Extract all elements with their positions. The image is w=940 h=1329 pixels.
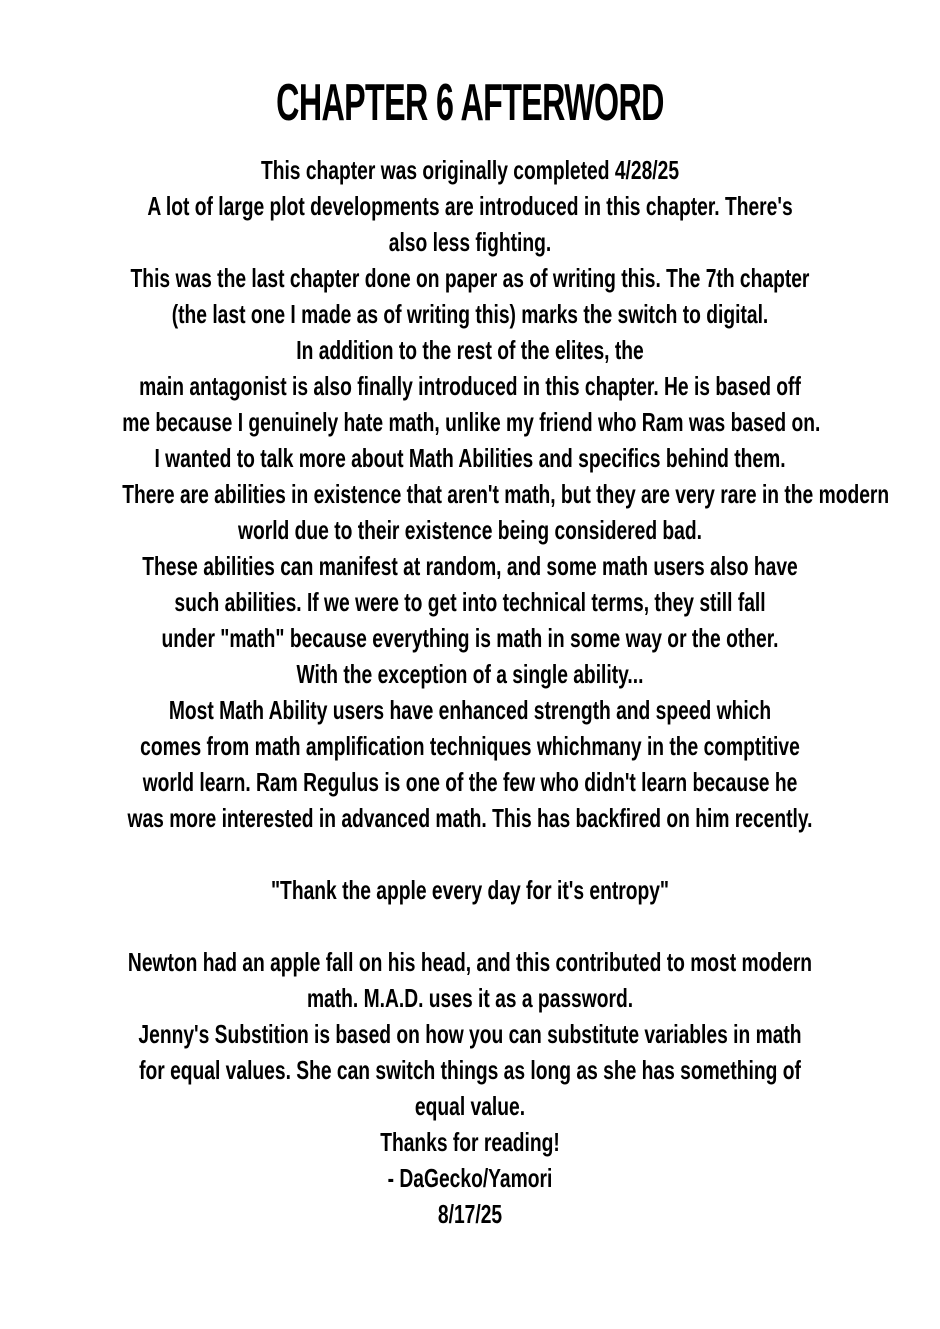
text-line: There are abilities in existence that aren't math, but they are very rare in the modern bbox=[122, 479, 890, 509]
text-line: These abilities can manifest at random, and some math users also have bbox=[142, 551, 798, 581]
text-line: A lot of large plot developments are introduced in this chapter. There's bbox=[147, 191, 793, 221]
text-line: world due to their existence being considered bad. bbox=[237, 515, 702, 545]
text-line: Newton had an apple fall on his head, and this contributed to most modern bbox=[127, 947, 813, 977]
text-line: comes from math amplification techniques whichmany in the comptitive bbox=[140, 731, 800, 761]
text-line: In addition to the rest of the elites, the bbox=[296, 335, 644, 365]
thanks-line: Thanks for reading! bbox=[380, 1127, 560, 1157]
text-line: for equal values. She can switch things as long as she has something of bbox=[139, 1055, 801, 1085]
text-line: This was the last chapter done on paper as of writing this. The 7th chapter bbox=[130, 263, 810, 293]
text-line: Jenny's Substition is based on how you can substitute variables in math bbox=[138, 1019, 802, 1049]
signature-line: - DaGecko/Yamori bbox=[387, 1163, 553, 1193]
text-line: was more interested in advanced math. This has backfired on him recently. bbox=[127, 803, 813, 833]
text-line: under "math" because everything is math in some way or the other. bbox=[161, 623, 779, 653]
text-line: also less fighting. bbox=[388, 227, 552, 257]
text-line: such abilities. If we were to get into technical terms, they still fall bbox=[174, 587, 766, 617]
text-line: world learn. Ram Regulus is one of the few who didn't learn because he bbox=[142, 767, 798, 797]
text-line: main antagonist is also finally introduced in this chapter. He is based off bbox=[139, 371, 801, 401]
text-line: me because I genuinely hate math, unlike my friend who Ram was based on. bbox=[122, 407, 821, 437]
text-line: This chapter was originally completed 4/28/25 bbox=[260, 155, 680, 185]
text-line: I wanted to talk more about Math Abilities and specifics behind them. bbox=[154, 443, 786, 473]
quote-line: "Thank the apple every day for it's entropy" bbox=[270, 875, 670, 905]
text-line: math. M.A.D. uses it as a password. bbox=[306, 983, 634, 1013]
text-line: equal value. bbox=[414, 1091, 526, 1121]
text-line: With the exception of a single ability... bbox=[296, 659, 644, 689]
page-title: CHAPTER 6 AFTERWORD bbox=[276, 74, 664, 132]
date-line: 8/17/25 bbox=[437, 1199, 503, 1229]
text-line: Most Math Ability users have enhanced strength and speed which bbox=[168, 695, 772, 725]
text-line: (the last one I made as of writing this) marks the switch to digital. bbox=[171, 299, 769, 329]
